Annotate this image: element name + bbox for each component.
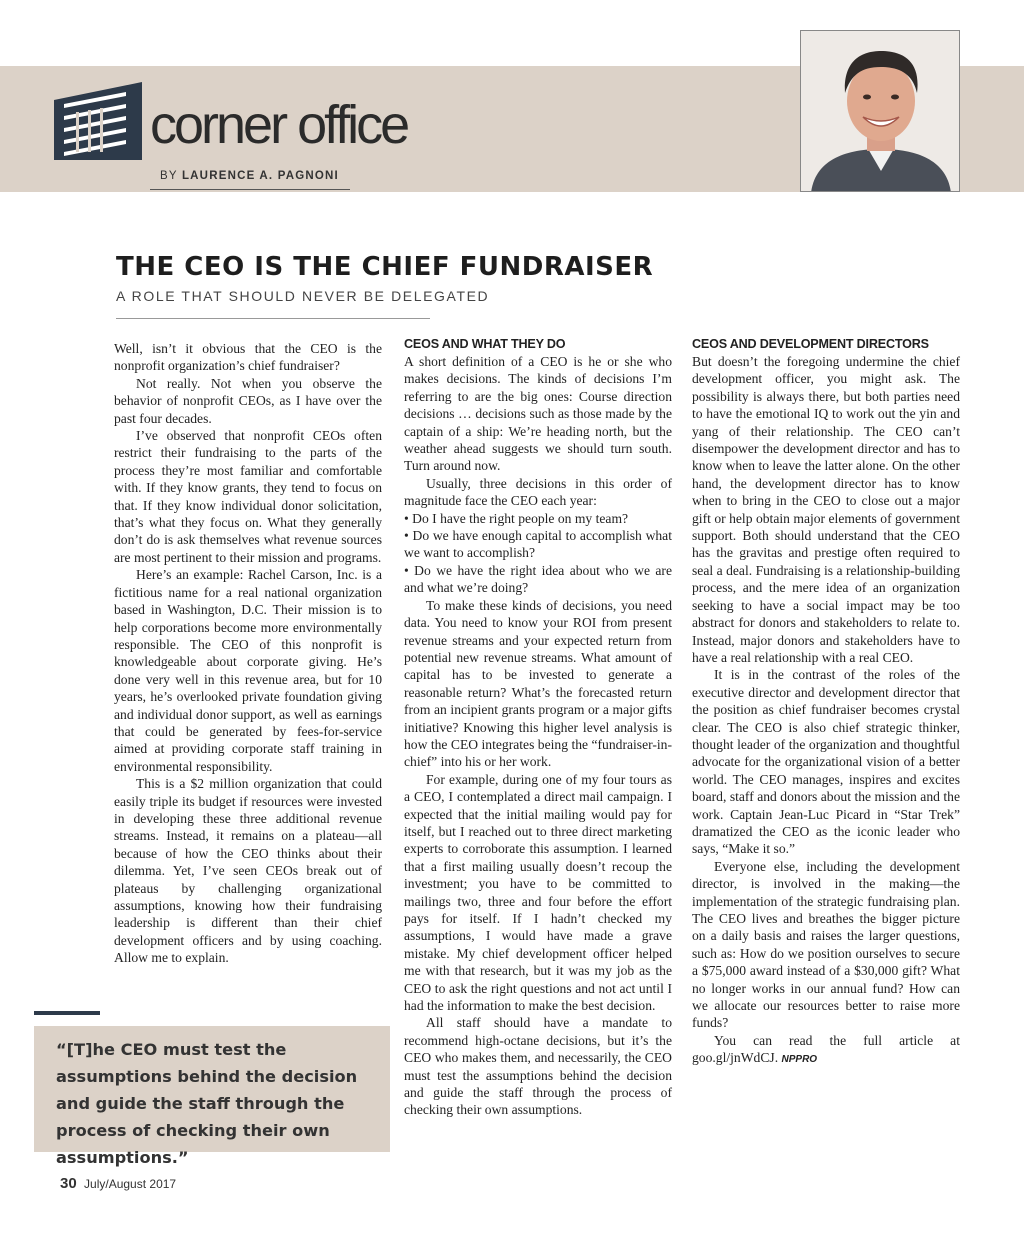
bullet-item: • Do I have the right people on my team?	[404, 510, 629, 526]
column-title: corner office	[150, 95, 408, 155]
page-number: 30	[60, 1175, 77, 1192]
paragraph: To make these kinds of decisions, you need data. You need to know your ROI from present revenue streams and your expected return from potential new revenue streams. What amount of capital has to be invested to generate a reasonable return? What’s the forecasted return from an incipient grants program or a major gifts initiative? Knowing this higher level analysis is how the CEO integrates being the “fundraiser-in-chief” into his or her work.	[404, 597, 672, 770]
section-heading: CEOS AND DEVELOPMENT DIRECTORS	[692, 337, 929, 351]
page-footer	[60, 1175, 176, 1192]
headline-rule	[116, 318, 430, 319]
article-link-text: You can read the full article at goo.gl/jnWdCJ.	[692, 1032, 960, 1066]
pull-quote-bar	[34, 1011, 100, 1015]
paragraph: All staff should have a mandate to recommend high-octane decisions, but it’s the CEO who makes them, and necessarily, the CEO must test the assumptions behind the decision and guide the staff through the process of checking their own assumptions.	[404, 1015, 672, 1118]
article-subhead: A ROLE THAT SHOULD NEVER BE DELEGATED	[116, 288, 490, 304]
paragraph: Here’s an example: Rachel Carson, Inc. is a fictitious name for a real national organization based in Washington, D.C. Their mission is to help corporations become more environmentally responsible. The CEO of this nonprofit is knowledgeable about corporate giving. He’s done very well in this revenue area, but for 10 years, he’s overlooked private foundation giving and individual donor support, as well as earnings that could be generated by fees-for-service aimed at providing corporate staff training in environmental responsibility.	[114, 567, 382, 774]
byline	[160, 170, 339, 182]
paragraph: It is in the contrast of the roles of the executive director and development director that the position as chief fundraiser becomes crystal clear. The CEO is also chief strategic thinker, thought leader of the organization and thoughtful advocate for the organizational vision of a better world. The CEO manages, inspires and excites board, staff and donors about the mission and the work. Captain Jean-Luc Picard in “Star Trek” dramatized the CEO as the iconic leader who says, “Make it so.”	[692, 667, 960, 857]
end-signature: NPPRO	[781, 1054, 818, 1066]
pull-quote: “[T]he CEO must test the assumptions behind the decision and guide the staff through the process of checking their own assumptions.”	[34, 1026, 390, 1152]
paragraph: Not really. Not when you observe the behavior of nonprofit CEOs, as I have over the past four decades.	[114, 375, 382, 426]
paragraph: Usually, three decisions in this order of magnitude face the CEO each year:	[404, 475, 672, 509]
building-logo-icon	[54, 82, 142, 160]
body-column-2	[404, 336, 672, 1119]
body-column-1	[114, 340, 382, 967]
paragraph: This is a $2 million organization that could easily triple its budget if resources were invested in developing these three additional revenue streams. Instead, it remains on a plateau—all because of how the CEO thinks about their dilemma. Yet, I’ve seen CEOs break out of plateaus by challenging organizational assumptions, knowing how their fundraising leadership is different than their chief development officers and by using coaching. Allow me to explain.	[114, 776, 382, 966]
byline-rule	[150, 189, 350, 190]
bullet-item: • Do we have the right idea about who we are and what we’re doing?	[404, 562, 672, 596]
body-column-3	[692, 336, 960, 1069]
article-headline: THE CEO IS THE CHIEF FUNDRAISER	[116, 252, 654, 282]
closing-paragraph	[692, 1032, 960, 1069]
paragraph: But doesn’t the foregoing undermine the chief development officer, you might ask. The possibility is always there, but both parties need to have the emotional IQ to work out the yin and yang of their relationship. The CEO can’t disempower the development director and has to know when to leave the latter alone. On the other hand, the development director has to know when to bring in the CEO to close out a major gift or help obtain major elements of government support. Both should understand that the CEO has the gravitas and prestige often required to seal a deal. Fundraising is a relationship-building process, and the mere idea of an organization seeking to have a social impact may be too abstract for donors and stakeholders to relate to. Instead, major donors and stakeholders have to have a real relationship with a real CEO.	[692, 354, 961, 665]
issue-date: July/August 2017	[84, 1177, 177, 1191]
author-name: LAURENCE A. PAGNONI	[181, 170, 339, 182]
paragraph: For example, during one of my four tours as a CEO, I contemplated a direct mail campaign. I expected that the initial mailing would pay for itself, but I reached out to three direct marketing experts to corroborate this assumption. I learned that a first mailing usually doesn’t recoup the investment; you have to be committed to mailings two, three and four before the effort pays for itself. If I hadn’t checked my assumptions, I would have made a grave mistake. My chief development officer helped me with that research, but it was my job as the CEO to ask the right questions and not act until I had the information to make the best decision.	[404, 771, 672, 1014]
paragraph: A short definition of a CEO is he or she who makes decisions. The kinds of decisions I’m referring to are the big ones: Course direction decisions … decisions such as those made by the captain of a ship: We’re heading north, but the weather ahead suggests we should turn south. Turn around now.	[404, 354, 672, 474]
bullet-item: • Do we have enough capital to accomplish what we want to accomplish?	[404, 528, 672, 561]
paragraph: Everyone else, including the development director, is involved in the making—the implementation of the strategic fundraising plan. The CEO lives and breathes the bigger picture on a daily basis and raises the larger questions, such as: How do we position ourselves to secure a $75,000 award instead of a $30,000 gift? What no longer works in our annual fund? How can we allocate our resources better to raise more funds?	[692, 858, 960, 1031]
paragraph: Well, isn’t it obvious that the CEO is the nonprofit organization’s chief fundraiser?	[114, 341, 382, 374]
section-heading: CEOS AND WHAT THEY DO	[404, 337, 566, 351]
paragraph: I’ve observed that nonprofit CEOs often restrict their fundraising to the parts of the process they’re most familiar and comfortable with. If they know grants, they tend to focus on that. If they know individual donor solicitation, that’s what they focus on. What they generally don’t do is ask themselves what revenue sources are most pertinent to their mission and programs.	[114, 428, 382, 565]
byline-prefix: BY	[160, 170, 178, 182]
author-photo	[800, 30, 960, 192]
